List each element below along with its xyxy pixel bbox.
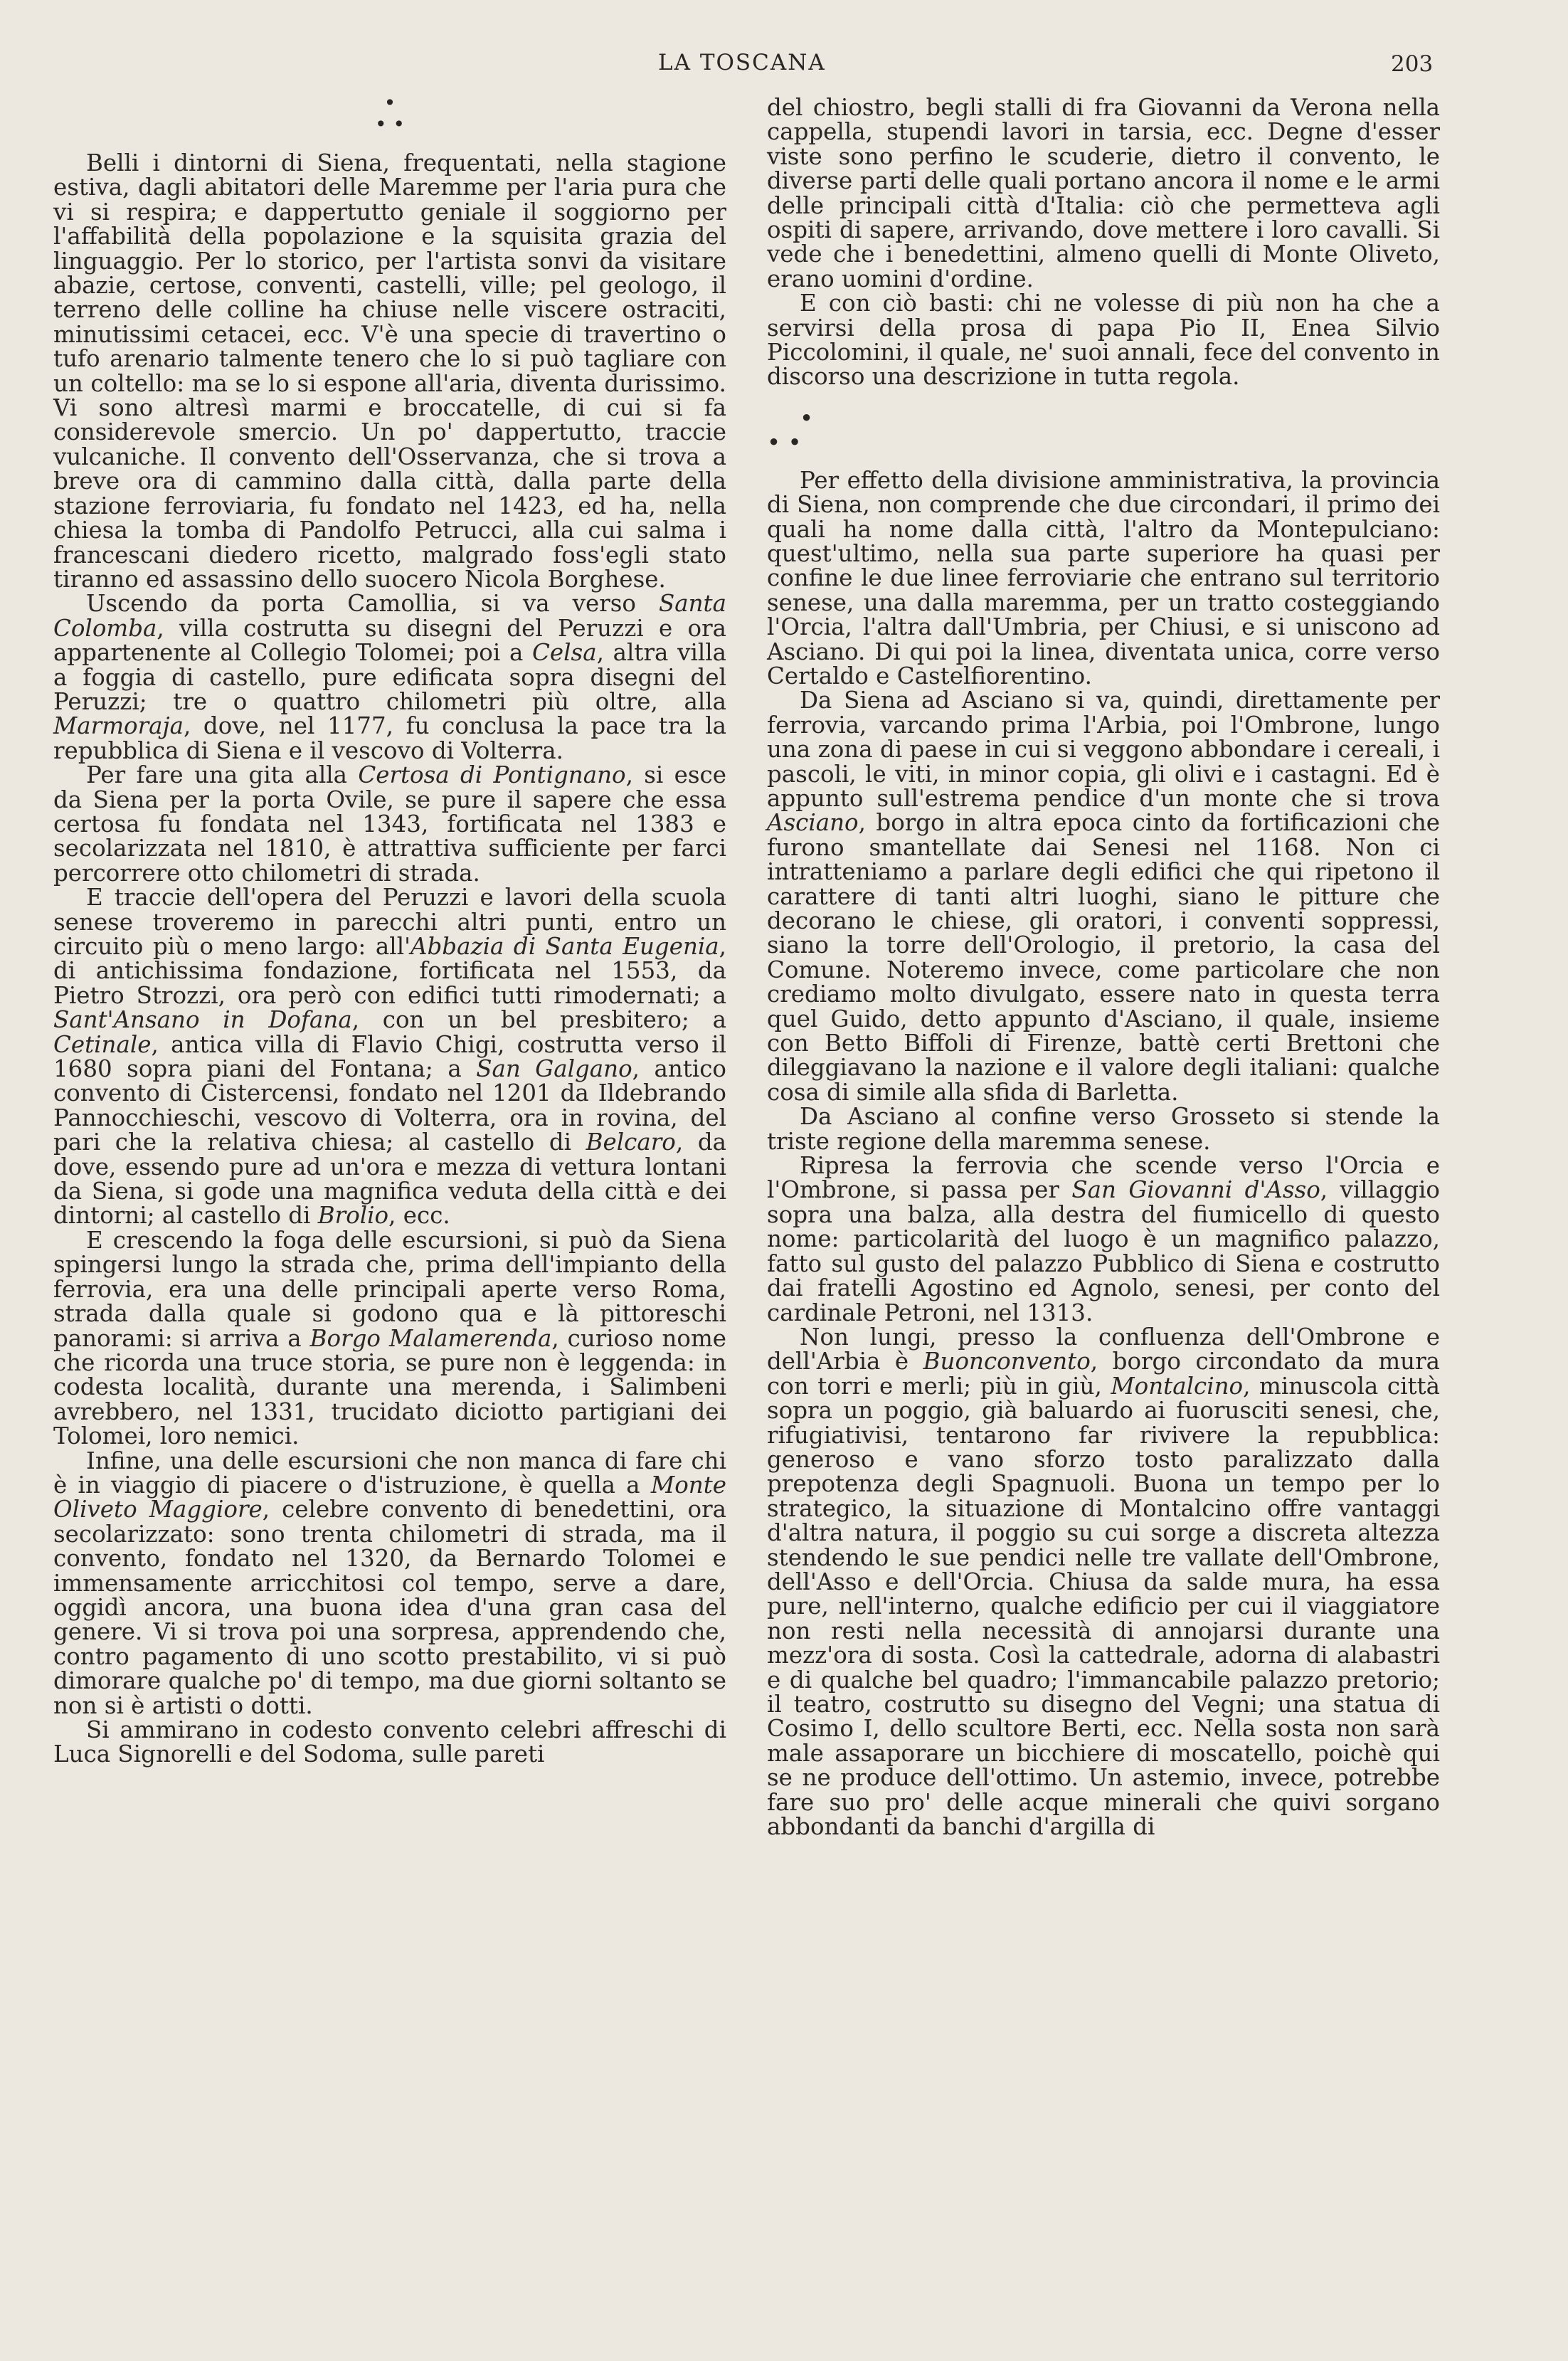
text-run: , celebre convento di benedettini, ora secolarizzato: sono trenta chilometri di strada, ma il convento, fondato nel 1320, da Bernardo Tolomei e immensamente arricchitosi col tempo, serve a dare, oggidì ancora, una buona idea d'una gran casa del genere. Vi si trova poi una sorpresa, apprendendo che, contro pagamento di uno scotto prestabilito, vi si può dimorare qualche po' di tempo, ma due giorni soltanto se non si è artisti o dotti. — [53, 1496, 726, 1719]
italic-place-name: Marmoraja — [53, 712, 184, 740]
paragraph — [767, 291, 1440, 389]
paragraph — [767, 1325, 1440, 1839]
paragraph — [53, 1449, 726, 1718]
paragraph — [767, 1153, 1440, 1325]
italic-place-name: Sant'Ansano in Dofana — [53, 1006, 352, 1034]
paragraph — [767, 688, 1440, 1104]
italic-place-name: Certosa di Pontignano — [358, 761, 626, 789]
text-run: Uscendo da porta Camollia, si va verso — [86, 590, 659, 618]
text-run: Belli i dintorni di Siena, frequentati, nella stagione estiva, dagli abitatori delle Maremme per l'aria pura che vi si respira; e dappertutto geniale il soggiorno per l'affabilità della popolazione e la squisita grazia del linguaggio. Per lo storico, per l'artista sonvi da visitare abazie, certose, conventi, castelli, ville; pel geologo, il terreno delle colline ha chiuse nelle viscere ostraciti, minutissimi cetacei, ecc. V'è una specie di travertino o tufo arenario talmente tenero che lo si può tagliare con un coltello: ma se lo si espone all'aria, diventa durissimo. Vi sono altresì marmi e broccatelle, di cui si fa considerevole smercio. Un po' dappertutto, traccie vulcaniche. Il convento dell'Osservanza, che si trova a breve ora di cammino dalla città, dalla parte della stazione ferroviaria, fu fondato nel 1423, ed ha, nella chiesa la tomba di Pandolfo Petrucci, alla cui salma i francescani diedero ricetto, malgrado foss'egli stato tiranno ed assassino dello suocero Nicola Borghese. — [53, 149, 726, 593]
paragraph — [53, 151, 726, 591]
italic-place-name: Buonconvento — [923, 1348, 1091, 1375]
text-run: Ripresa la ferrovia che scende verso l'Orcia e l'Ombrone, si passa per — [767, 1152, 1440, 1204]
italic-place-name: Abbazia di Santa Eugenia — [410, 933, 719, 960]
text-run: , ecc. — [388, 1202, 450, 1230]
section-ornament-left — [53, 93, 726, 135]
text-run: , dove, nel 1177, fu conclusa la pace tra la repubblica di Siena e il vescovo di Volterra. — [53, 712, 726, 764]
italic-place-name: Celsa — [532, 639, 597, 667]
text-run: , antico convento di Cistercensi, fondato nel 1201 da Ildebrando Pannocchieschi, vescovo di Volterra, ora in rovina, del pari che la relativa chiesa; al castello di — [53, 1055, 726, 1156]
text-run: , altra villa a foggia di castello, pure edificata sopra disegni del Peruzzi; tre o quattro chilometri più oltre, alla — [53, 639, 726, 715]
text-run: , da dove, essendo pure ad un'ora e mezza di vettura lontani da Siena, si gode una magnifica veduta della città e dei dintorni; al castello di — [53, 1129, 726, 1230]
italic-place-name: Monte Oliveto Maggiore — [53, 1471, 726, 1523]
text-run: Da Siena ad Asciano si va, quindi, direttamente per ferrovia, varcando prima l'Arbia, poi l'Ombrone, lungo una zona di paese in cui si veggono abbondare i cereali, i pascoli, le viti, in minor copia, gli olivi e i castagni. Ed è appunto sull'estrema pendice d'un monte che si trova — [767, 687, 1440, 812]
text-run: , borgo circondato da mura con torri e merli; più in giù, — [767, 1348, 1440, 1400]
text-run: Si ammirano in codesto convento celebri affreschi di Luca Signorelli e del Sodoma, sulle pareti — [53, 1716, 726, 1768]
asterism: • • • — [767, 404, 814, 457]
paragraph — [767, 95, 1440, 291]
text-run: Da Asciano al confine verso Grosseto si stende la triste regione della maremma senese. — [767, 1103, 1440, 1155]
text-run: Non lungi, presso la confluenza dell'Ombrone e dell'Arbia è — [767, 1323, 1440, 1375]
paragraph — [53, 763, 726, 885]
right-column — [767, 95, 1440, 1839]
text-run: , villa costrutta su disegni del Peruzzi e ora appartenente al Collegio Tolomei; poi a — [53, 614, 726, 667]
paragraph — [767, 1104, 1440, 1153]
text-run: Per fare una gita alla — [86, 761, 359, 789]
paragraph — [53, 885, 726, 1228]
text-run: Per effetto della divisione amministrativa, la provincia di Siena, non comprende che due circondari, il primo dei quali ha nome dalla città, l'altro da Montepulciano: quest'ultimo, nella sua parte superiore ha quasi per confine le due linee ferroviarie che entrano sul territorio senese, una dalla maremma, per un tratto costeggiando l'Orcia, l'altra dall'Umbria, per Chiusi, e si uniscono ad Asciano. Di qui poi la linea, diventata unica, corre verso Certaldo e Castelfiorentino. — [767, 466, 1440, 690]
text-run: , con un bel presbitero; a — [351, 1006, 726, 1034]
text-run: , antica villa di Flavio Chigi, costrutta verso il 1680 sopra piani del Fontana; a — [53, 1030, 726, 1083]
italic-place-name: Borgo Malamerenda — [309, 1324, 552, 1352]
page-number: 203 — [1391, 51, 1434, 77]
text-run: , curioso nome che ricorda una truce storia, se pure non è leggenda: in codesta località, durante una merenda, i Salimbeni avrebbero, nel 1331, trucidato diciotto partigiani dei Tolomei, loro nemici. — [53, 1324, 727, 1450]
italic-place-name: Montalcino — [1111, 1372, 1244, 1400]
text-run: Infine, una delle escursioni che non manca di fare chi è in viaggio di piacere o d'istruzione, è quella a — [53, 1447, 726, 1499]
running-title: LA TOSCANA — [658, 50, 826, 75]
paragraph — [53, 1228, 726, 1449]
italic-place-name: San Giovanni d'Asso — [1071, 1176, 1320, 1204]
text-run: , si esce da Siena per la porta Ovile, se pure il sapere che essa certosa fu fondata nel 1343, fortificata nel 1383 e secolarizzata nel 1810, è attrattiva sufficiente per farci percorrere otto chilometri di strada. — [53, 761, 726, 887]
italic-place-name: Cetinale — [53, 1030, 152, 1058]
text-run: E con ciò basti: chi ne volesse di più non ha che a servirsi della prosa di papa Pio II, Enea Silvio Piccolomini, il quale, ne' suoi annali, fece del convento in discorso una descrizione in tutta regola. — [767, 290, 1440, 391]
italic-place-name: Brolio — [317, 1202, 389, 1230]
paragraph — [767, 468, 1440, 689]
paragraph — [53, 1718, 726, 1767]
running-head — [0, 50, 1568, 78]
text-run: , minuscola città sopra un poggio, già baluardo ai fuorusciti senesi, che, rifugiativisi, tentarono far rivivere la repubblica: generoso e vano sforzo tosto paralizzato dalla prepotenza degli Spagnuoli. Buona un tempo per lo strategico, la situazione di Montalcino offre vantaggi d'altra natura, il poggio su cui sorge a discreta altezza stendendo le sue pendici nelle tre vallate dell'Ombrone, dell'Asso e dell'Orcia. Chiusa da salde mura, ha essa pure, nell'interno, qualche edificio per cui il viaggiatore non resti nella necessità di annojarsi durante una mezz'ora di sosta. Così la cattedrale, adorna di alabastri e di qualche bel quadro; l'immancabile palazzo pretorio; il teatro, costrutto su disegno del Vegni; una statua di Cosimo I, dello scultore Berti, ecc. Nella sosta non sarà male assaporare un bicchiere di moscatello, poichè qui se ne produce dell'ottimo. Un astemio, invece, potrebbe fare suo pro' delle acque minerali che quivi sorgano abbondanti da banchi d'argilla di — [767, 1372, 1440, 1841]
italic-place-name: Belcaro — [586, 1129, 676, 1156]
text-run: E crescendo la foga delle escursioni, si può da Siena spingersi lungo la strada che, prima dell'impianto della ferrovia, era una delle principali aperte verso Roma, strada dalla quale si godono qua e là pittoreschi panorami: si arriva a — [53, 1226, 726, 1352]
text-run: , borgo in altra epoca cinto da fortificazioni che furono smantellate dai Senesi nel 1168. Non ci intratteniamo a parlare degli edifici che qui ripetono il carattere di tanti altri luoghi, siano le pitture che decorano le chiese, gli oratori, i conventi soppressi, siano la torre dell'Orologio, il pretorio, la casa del Comune. Noteremo invece, come particolare che non crediamo molto divulgato, essere nato in questa terra quel Guido, detto appunto d'Asciano, il quale, insieme con Betto Biffoli di Firenze, battè certi Brettoni che dileggiavano la nazione e il valore degli italiani: qualche cosa di simile alla sfida di Barletta. — [767, 809, 1440, 1106]
italic-place-name: Asciano — [767, 809, 859, 837]
text-run: , di antichissima fondazione, fortificata nel 1553, da Pietro Strozzi, ora però con edifici tutti rimodernati; a — [53, 933, 726, 1009]
left-column — [53, 151, 726, 1767]
asterism: • • • — [375, 91, 405, 136]
italic-place-name: Santa Colomba — [53, 590, 726, 642]
text-run: del chiostro, begli stalli di fra Giovanni da Verona nella cappella, stupendi lavori in tarsia, ecc. Degne d'esser viste sono perfino le scuderie, dietro il convento, le diverse parti delle quali portano ancora il nome e le armi delle principali città d'Italia: ciò che permetteva agli ospiti di sapere, arrivando, dove mettere i loro cavalli. Si vede che i benedettini, almeno quelli di Monte Oliveto, erano uomini d'ordine. — [767, 94, 1440, 292]
italic-place-name: San Galgano — [476, 1055, 632, 1083]
text-run: E traccie dell'opera del Peruzzi e lavori della scuola senese troveremo in parecchi altri punti, entro un circuito più o meno largo: all' — [53, 884, 726, 960]
text-run: , villaggio sopra una balza, alla destra del fiumicello di questo nome: particolarità del luogo è un magnifico palazzo, fatto sul gusto del palazzo Pubblico di Siena e costrutto dai fratelli Agostino ed Agnolo, senesi, per conto del cardinale Petroni, nel 1313. — [767, 1176, 1440, 1326]
section-ornament-right — [767, 406, 1440, 455]
paragraph — [53, 591, 726, 763]
